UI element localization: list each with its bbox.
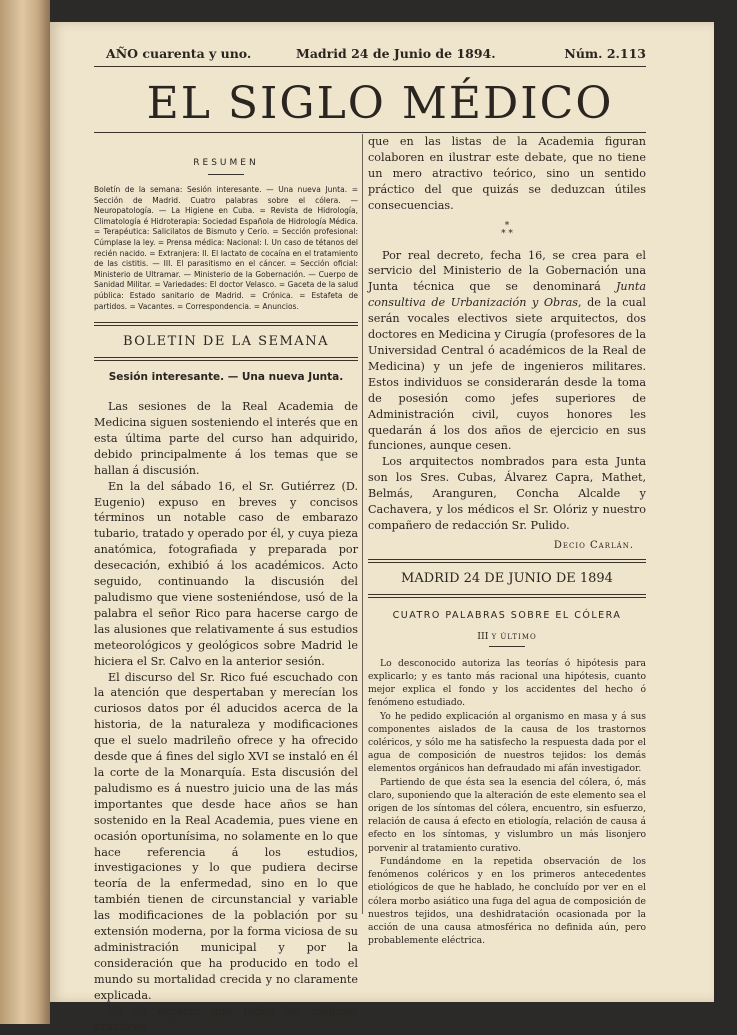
resumen-rule [208, 174, 244, 175]
year-label: AÑO cuarenta y uno. [106, 46, 252, 61]
boletin-title: BOLETIN DE LA SEMANA [123, 334, 329, 350]
section-rule [368, 559, 646, 563]
madrid-title: MADRID 24 DE JUNIO DE 1894 [401, 570, 613, 586]
author-signature: Decio Carlán. [553, 539, 634, 551]
resumen-body: Boletín de la semana: Sesión interesante. — Una nueva Junta. = Sección de Madrid. Cuatro palabras sobre el cólera. — Neuropatología. — La Higiene en Cuba. = Revista de Hidrología, Climatología é Hidroterapia: Sociedad Española de Hidrología Médica. = Terapéutica: Salicilatos de Bismuto y Cerio. = Sección profesional: Cúmplase la ley. = Prensa médica: Nacional: I. Un caso de tétanos del recién nacido. = Extranjera: II. El lactato de cocaína en el tratamiento de las cistitis. — III. El parasitismo en el cáncer. = Sección oficial: Ministerio de Ultramar. — Ministerio de la Gobernación. — Cuerpo de Sanidad Militar. = Variedades: El doctor Velasco. = Gaceta de la salud pública: Estado sanitario de Madrid. = Crónica. = Estafeta de partidos. = Vacantes. = Correspondencia. = Anuncios. [94, 185, 358, 311]
part-label: Y ÚLTIMO [491, 632, 537, 641]
section-rule [368, 594, 646, 598]
article-part [368, 631, 646, 642]
section-rule [94, 357, 358, 361]
boletin-paragraph: Es de esperar que todos los médicos prácticos [94, 1004, 358, 1034]
junta-name: Junta consultiva de Urbanización y Obras [368, 280, 646, 310]
section-rule [94, 322, 358, 326]
colera-paragraph: Fundándome en la repetida observación de los fenómenos coléricos y en los primeros antecedentes etiológicos de que he hablado, he concluído por ver en el cólera morbo asiático una fuga del agua de composición de nuestros tejidos, una deshidratación ocasionada por la acción de una causa atmosférica no definida aún, pero probablemente eléctrica. [368, 855, 646, 947]
decree-paragraph: Los arquitectos nombrados para esta Junta son los Sres. Cubas, Álvarez Capra, Mathet, Belmás, Aranguren, Concha Alcalde y Cachavera, y los médicos el Sr. Olóriz y nuestro compañero de redacción Sr. Pulido. [368, 455, 646, 532]
colera-paragraph: Partiendo de que ésta sea la esencia del cólera, ó, más claro, suponiendo que la alteración de este elemento sea el origen de los síntomas del cólera, encuentro, sin esfuerzo, relación de causa á efecto en etiología, relación de causa á efecto en los síntomas, y vislumbro un más lisonjero porvenir al tratamiento curativo. [368, 776, 646, 854]
decree-text: Por real decreto, fecha 16, se crea para el servicio del Ministerio de la Gobernación una Junta técnica que se denominará [368, 248, 646, 294]
masthead-rule [94, 132, 646, 133]
boletin-paragraph: Las sesiones de la Real Academia de Medicina siguen sosteniendo el interés que en esta última parte del curso han adquirido, debido principalmente á los temas que se hallan á discusión. [94, 400, 358, 477]
issue-date: Madrid 24 de Junio de 1894. [296, 46, 496, 61]
asterism-ornament: * * * [501, 220, 513, 239]
right-column [368, 134, 646, 947]
newspaper-page [50, 22, 714, 1034]
boletin-paragraph: En la del sábado 16, el Sr. Gutiérrez (D. Eugenio) expuso en breves y concisos términos un notable caso de embarazo tubario, tratado y operado por él, y cuya pieza anatómica, fotografiada y preparada por desecación, exhibió á los académicos. Acto seguido, continuando la discusión del paludismo que viene sosteniéndose, usó de la palabra el señor Rico para hacerse cargo de las alusiones que relativamente á sus estudios meteorológicos y geológicos sobre Madrid le hiciera el Sr. Calvo en la anterior sesión. [94, 479, 358, 668]
issue-number: Núm. 2.113 [564, 46, 646, 61]
colera-paragraph: Lo desconocido autoriza las teorías ó hipótesis para explicarlo; y es tanto más racional una hipótesis, cuanto mejor explica el fondo y los accidentes del hecho ó fenómeno estudiado. [368, 657, 646, 709]
colera-paragraph: Yo he pedido explicación al organismo en masa y á sus componentes aislados de la causa de los trastornos coléricos, y sólo me ha satisfecho la respuesta dada por el agua de composición de nuestros tejidos: los demás elementos orgánicos han defraudado mi afán investigador. [368, 710, 646, 775]
article-title: CUATRO PALABRAS SOBRE EL CÓLERA [392, 609, 622, 621]
column-divider [362, 134, 363, 914]
left-column [94, 140, 358, 1035]
resumen-title: RESUMEN [193, 158, 259, 168]
decree-paragraph [368, 248, 646, 455]
boletin-subtitle: Sesión interesante. — Una nueva Junta. [108, 371, 344, 384]
part-rule [489, 646, 525, 647]
decree-text: , de la cual serán vocales electivos siete arquitectos, dos doctores en Medicina y Cirugía (profesores de la Universidad Central ó académicos de la Real de Medicina) y un jefe de ingenieros militares. Estos individuos se considerarán desde la toma de posesión como jefes superiores de Administración civil, cuyos honores les quedarán á los dos años de ejercicio en sus funciones, aunque cesen. [368, 296, 646, 453]
book-binding [0, 0, 50, 1024]
masthead-title: EL SIGLO MÉDICO [146, 78, 614, 129]
dateline [106, 46, 646, 66]
header-rule [94, 66, 646, 67]
continuation-paragraph: que en las listas de la Academia figuran colaboren en ilustrar este debate, que no tiene un mero atractivo teórico, sino un sentido práctico del que quizás se deduzcan útiles consecuencias. [368, 135, 646, 212]
part-roman: III [477, 630, 489, 642]
boletin-paragraph: El discurso del Sr. Rico fué escuchado con la atención que despertaban y merecían los curiosos datos por él aducidos acerca de la historia, de la naturaleza y modificaciones que el suelo madrileño ofrece y ha ofrecido desde que á fines del siglo XVI se instaló en él la corte de la Monarquía. Esta discusión del paludismo es á nuestro juicio una de las más importantes que desde hace años se han sostenido en la Real Academia, pues viene en ocasión oportunísima, no solamente en lo que hace referencia á los estudios, investigaciones y lo que pudiera decirse teoría de la enfermedad, sino en lo que también tienen de circunstancial y variable las modificaciones de la población por su extensión moderna, por la forma viciosa de su administración municipal y por la consideración que ha producido en todo el mundo su mortalidad crecida y no claramente explicada. [94, 670, 358, 1002]
